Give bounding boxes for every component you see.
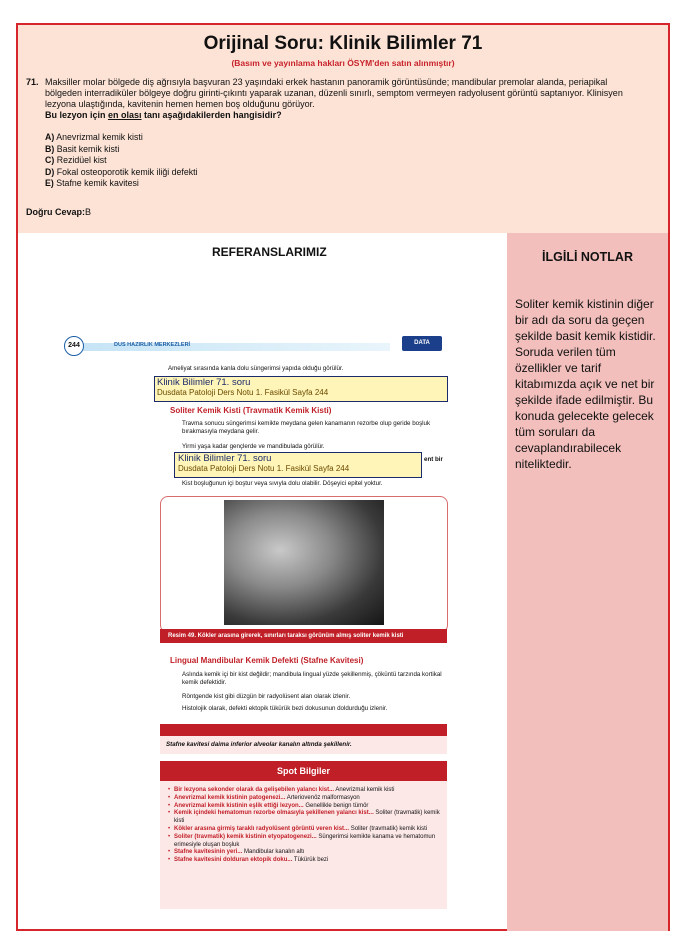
- option-key: E): [45, 178, 54, 188]
- notes-body: Soliter kemik kistinin diğer bir adı da soru da geçen şekilde basit kemik kistidir. Soruda verilen tüm özellikler ve tarif kitabımızda açık ve net bir şekilde ifade edilmiştir. Bu konuda gelecekte gelecek tüm soruları da cevaplandırabilecek niteliktedir.: [515, 297, 656, 471]
- option-text: Rezidüel kist: [56, 155, 107, 165]
- spot-question: Bir lezyona sekonder olarak da gelişebilen yalancı kist...: [174, 787, 335, 793]
- highlight-box-1: [154, 376, 448, 402]
- spot-question: Stafne kavitesini dolduran ektopik doku...: [174, 857, 293, 864]
- answer-label: Doğru Cevap:: [26, 207, 86, 217]
- ask-underline: en olası: [108, 110, 142, 120]
- spot-item: [166, 849, 441, 857]
- question-box: [18, 25, 668, 233]
- spot-list: [160, 781, 447, 909]
- question-text: [45, 77, 635, 121]
- note-box: [160, 736, 447, 754]
- page-header: [64, 340, 466, 354]
- spot-answer: Genellikle benign tümör: [305, 802, 369, 809]
- option-text: Basit kemik kisti: [56, 143, 120, 154]
- answer-value: B: [85, 207, 92, 217]
- soliter-line-2: Yirmi yaşa kadar gençlerde ve mandibulada görülür.: [182, 443, 325, 450]
- question-subtitle: (Basım ve yayınlama hakları ÖSYM'den satın alınmıştır): [231, 58, 455, 68]
- spot-item: [166, 857, 441, 865]
- option-key: C): [45, 155, 55, 165]
- option-text: Stafne kemik kavitesi: [56, 178, 139, 188]
- spot-title: Spot Bilgiler: [160, 761, 447, 781]
- option-text: Anevrizmal kemik kisti: [56, 132, 143, 142]
- question-stem: Maksiller molar bölgede diş ağrısıyla başvuran 23 yaşındaki erkek hastanın panoramik görüntüsünde; mandibular premolar alanda, periapikal bölgeden interradiküler bölgeye doğru girinti-çıkıntı yaparak uzanan, düzenli sınırlı, semptom vermeyen radyolusent görüntü saptanıyor. Klinisyen lezyona ulaştığında, kavitenin hemen hemen boş olduğunu görüyor.: [45, 77, 623, 109]
- spot-item: [166, 826, 441, 834]
- highlight-2-title: Klinik Bilimler 71. soru: [178, 453, 272, 464]
- references-title: REFERANSLARIMIZ: [212, 245, 327, 259]
- correct-answer: [26, 207, 91, 217]
- spot-question: Soliter (travmatik) kemik kistinin etyopatogenezi...: [174, 833, 317, 840]
- highlight-2-source: Dusdata Patoloji Ders Notu 1. Fasikül Sayfa 244: [178, 464, 350, 473]
- soliter-line-1: Travma sonucu süngerimsi kemikte meydana gelen kanamanın rezorbe olup geride boşluk bırakmasıyla meydana gelir.: [182, 420, 431, 435]
- spot-item: [166, 795, 441, 803]
- soliter-line-3-tail: ent bir: [424, 456, 443, 463]
- spot-answer: Arteriovenöz malformasyon: [286, 794, 360, 801]
- option-key: D): [45, 166, 55, 177]
- reference-page: [64, 310, 466, 910]
- options-list: [45, 132, 198, 190]
- notes-panel: [507, 233, 668, 931]
- spot-item: [166, 834, 441, 850]
- ask-prefix: Bu lezyon için: [45, 110, 109, 120]
- page-frame: [16, 23, 670, 931]
- soliter-line-4: Kist boşluğunun içi boştur veya sıvıyla dolu olabilir. Döşeyici epitel yoktur.: [182, 480, 383, 487]
- stafne-line-1: Aslında kemik içi bir kist değildir; mandibula lingual yüzde şekillenmiş, çöküntü tarzında kortikal kemik defektidir.: [182, 671, 442, 686]
- ask-suffix: tanı aşağıdakilerden hangisidir?: [141, 110, 282, 120]
- xray-caption: Resim 49. Kökler arasına girerek, sınırları taraksı görünüm almış soliter kemik kisti: [160, 629, 447, 643]
- data-logo: DATA: [402, 336, 442, 351]
- spot-answer: Anevrizmal kemik kisti: [335, 787, 395, 793]
- spot-answer: Mandibular kanalın altı: [244, 849, 305, 856]
- highlight-box-2: [174, 452, 422, 478]
- spot-answer: Tükürük bezi: [293, 857, 329, 864]
- option-key: A): [45, 132, 55, 142]
- highlight-1-title: Klinik Bilimler 71. soru: [157, 377, 251, 388]
- highlight-1-source: Dusdata Patoloji Ders Notu 1. Fasikül Sayfa 244: [157, 388, 329, 397]
- spot-question: Kemik içindeki hematomun rezorbe olmasıyla şekillenen yalancı kist...: [174, 810, 374, 817]
- page-number: 244: [64, 336, 84, 356]
- option-c: [45, 155, 198, 167]
- note-text: Stafne kavitesi daima inferior alveolar kanalın altında şekillenir.: [166, 741, 352, 748]
- note-band: [160, 724, 447, 736]
- option-a: [45, 132, 198, 144]
- option-text: Fokal osteoporotik kemik iliği defekti: [56, 166, 198, 177]
- option-d: [45, 167, 198, 179]
- question-ask: [45, 110, 635, 121]
- option-key: B): [45, 143, 55, 154]
- spot-answer: Soliter (travmatik) kemik kisti: [350, 825, 428, 832]
- page-intro: Ameliyat sırasında kanla dolu süngerimsi yapıda olduğu görülür.: [168, 365, 344, 372]
- notes-title: İLGİLİ NOTLAR: [542, 250, 633, 264]
- spot-question: Stafne kavitesinin yeri...: [174, 849, 243, 856]
- header-label: DUS HAZIRLIK MERKEZLERİ: [114, 342, 191, 348]
- section-soliter: Soliter Kemik Kisti (Travmatik Kemik Kisti): [170, 406, 332, 415]
- spot-question: Kökler arasına girmiş taraklı radyolüsent görüntü veren kist...: [174, 825, 350, 832]
- question-title: Orijinal Soru: Klinik Bilimler 71: [203, 33, 483, 54]
- spot-question: Anevrizmal kemik kistinin patogenezi...: [174, 794, 286, 801]
- stafne-line-3: Histolojik olarak, defekti ektopik tükürük bezi dokusunun doldurduğu izlenir.: [182, 705, 388, 712]
- xray-image: [224, 500, 384, 625]
- spot-item: [166, 810, 441, 826]
- spot-answer: Süngerimsi kemikte kanama ve hematomun erimesiyle oluşan boşluk: [174, 833, 436, 848]
- question-number: 71.: [26, 77, 39, 87]
- spot-answer: Soliter (travmatik) kemik kisti: [174, 810, 440, 825]
- spot-item: [166, 803, 441, 811]
- spot-question: Anevrizmal kemik kistinin eşlik ettiği lezyon...: [174, 802, 304, 809]
- option-e: [45, 178, 198, 190]
- section-stafne: Lingual Mandibular Kemik Defekti (Stafne Kavitesi): [170, 656, 364, 665]
- stafne-line-2: Röntgende kist gibi düzgün bir radyolüsent alan olarak izlenir.: [182, 693, 351, 700]
- spot-item: [166, 787, 441, 795]
- option-b: [45, 144, 198, 156]
